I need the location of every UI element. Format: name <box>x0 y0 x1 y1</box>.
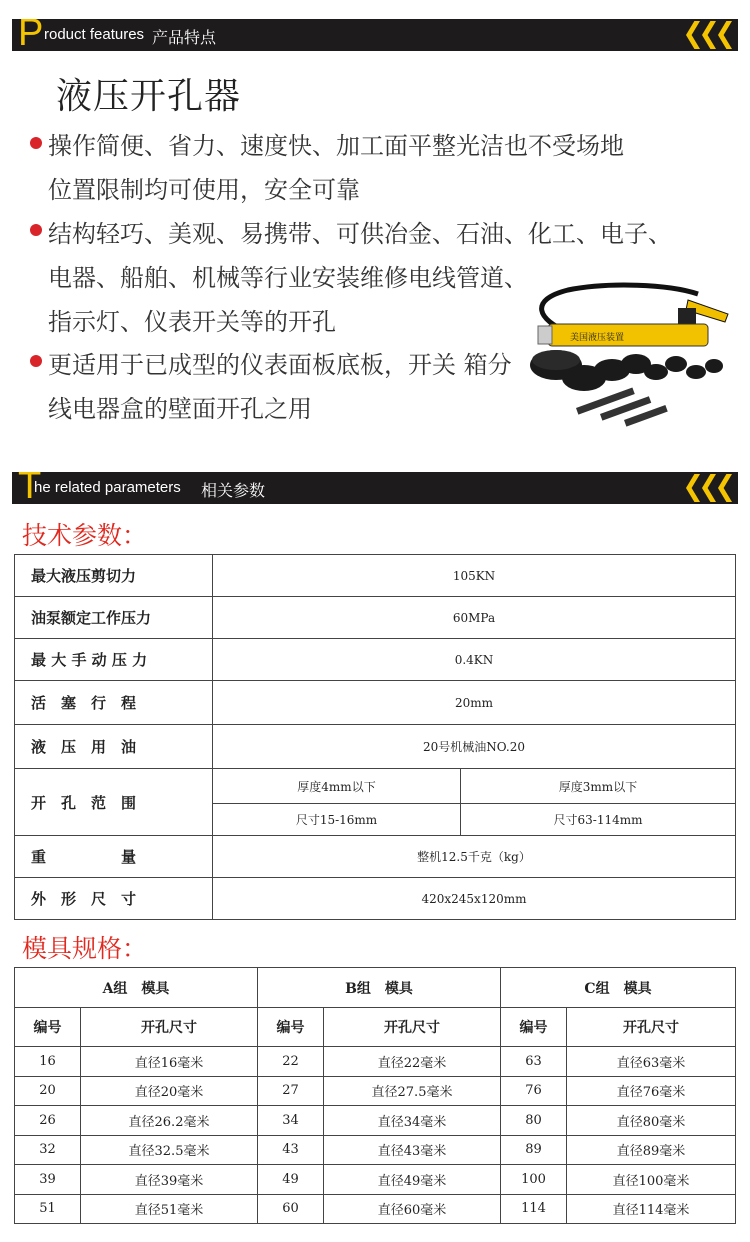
param-label: 活 塞 行 程 <box>15 681 213 725</box>
mold-size: 直径27.5毫米 <box>324 1076 501 1106</box>
mold-number: 63 <box>501 1047 567 1077</box>
param-value: 整机12.5千克（kg） <box>213 836 736 878</box>
table-row <box>15 1135 736 1165</box>
product-features-bar <box>12 19 738 51</box>
feature-line: 线电器盒的壁面开孔之用 <box>48 395 312 423</box>
param-value: 420x245x120mm <box>213 878 736 920</box>
chevron-left-icon <box>686 474 700 502</box>
table-row <box>15 1106 736 1136</box>
mold-number: 26 <box>15 1106 81 1136</box>
param-value: 尺寸15-16mm <box>213 804 461 836</box>
feature-line: 更适用于已成型的仪表面板底板，开关 箱分 <box>48 351 512 379</box>
product-title: 液压开孔器 <box>56 76 242 117</box>
mold-number: 80 <box>501 1106 567 1136</box>
mold-number: 20 <box>15 1076 81 1106</box>
mold-number: 32 <box>15 1135 81 1165</box>
group-header: C组 模具 <box>501 968 736 1008</box>
chevron-left-icon <box>702 474 716 502</box>
group-header: B组 模具 <box>258 968 501 1008</box>
mold-size: 直径63毫米 <box>567 1047 736 1077</box>
hydraulic-punch-product-image <box>528 280 733 440</box>
related-parameters-bar <box>12 472 738 504</box>
param-label: 最大液压剪切力 <box>15 555 213 597</box>
header-initial-letter: T <box>18 472 42 504</box>
table-row <box>15 597 736 639</box>
mold-rows <box>15 1047 736 1224</box>
mold-size: 直径76毫米 <box>567 1076 736 1106</box>
mold-size: 直径43毫米 <box>324 1135 501 1165</box>
table-row <box>15 1194 736 1224</box>
mold-number: 27 <box>258 1076 324 1106</box>
param-label: 液 压 用 油 <box>15 725 213 769</box>
group-header: A组 模具 <box>15 968 258 1008</box>
mold-size: 直径60毫米 <box>324 1194 501 1224</box>
table-row <box>15 681 736 725</box>
param-label: 油泵额定工作压力 <box>15 597 213 639</box>
bullet-dot <box>30 224 42 236</box>
feature-line: 电器、船舶、机械等行业安装维修电线管道、 <box>48 264 528 292</box>
feature-line: 操作简便、省力、速度快、加工面平整光洁也不受场地 <box>48 132 624 160</box>
table-row <box>15 769 736 804</box>
param-label: 重 量 <box>15 836 213 878</box>
param-value: 20号机械油NO.20 <box>213 725 736 769</box>
mold-number: 43 <box>258 1135 324 1165</box>
mold-number: 100 <box>501 1165 567 1195</box>
mold-size: 直径26.2毫米 <box>81 1106 258 1136</box>
mold-spec-table <box>14 967 736 1224</box>
chevron-left-icon <box>686 21 700 49</box>
tech-params-table <box>14 554 736 920</box>
mold-number: 39 <box>15 1165 81 1195</box>
feature-line: 结构轻巧、美观、易携带、可供冶金、石油、化工、电子、 <box>48 220 672 248</box>
header-english-text: he related parameters <box>34 479 181 496</box>
chevron-left-icon <box>718 474 732 502</box>
column-header: 开孔尺寸 <box>324 1008 501 1047</box>
param-value: 20mm <box>213 681 736 725</box>
column-header: 开孔尺寸 <box>567 1008 736 1047</box>
mold-number: 76 <box>501 1076 567 1106</box>
mold-number: 89 <box>501 1135 567 1165</box>
product-label: 美国液压装置 <box>570 333 625 343</box>
mold-number: 114 <box>501 1194 567 1224</box>
table-row <box>15 1165 736 1195</box>
param-value: 60MPa <box>213 597 736 639</box>
table-row <box>15 1008 736 1047</box>
bullet-dot <box>30 137 42 149</box>
mold-size: 直径114毫米 <box>567 1194 736 1224</box>
table-row <box>15 555 736 597</box>
param-label: 最 大 手 动 压 力 <box>15 639 213 681</box>
header-chinese-text: 相关参数 <box>201 481 266 500</box>
table-row <box>15 1047 736 1077</box>
mold-size: 直径20毫米 <box>81 1076 258 1106</box>
mold-size: 直径49毫米 <box>324 1165 501 1195</box>
mold-size: 直径89毫米 <box>567 1135 736 1165</box>
mold-size: 直径80毫米 <box>567 1106 736 1136</box>
param-label: 外 形 尺 寸 <box>15 878 213 920</box>
mold-number: 49 <box>258 1165 324 1195</box>
chevron-left-icon <box>718 21 732 49</box>
feature-line: 指示灯、仪表开关等的开孔 <box>48 308 336 336</box>
header-chinese-text: 产品特点 <box>152 28 217 47</box>
param-value: 105KN <box>213 555 736 597</box>
table-row <box>15 836 736 878</box>
mold-size: 直径34毫米 <box>324 1106 501 1136</box>
mold-number: 51 <box>15 1194 81 1224</box>
mold-number: 34 <box>258 1106 324 1136</box>
mold-size: 直径32.5毫米 <box>81 1135 258 1165</box>
table-row <box>15 639 736 681</box>
header-initial-letter: P <box>18 19 44 51</box>
table-row <box>15 968 736 1008</box>
column-header: 编号 <box>501 1008 567 1047</box>
mold-size: 直径51毫米 <box>81 1194 258 1224</box>
param-label: 开 孔 范 围 <box>15 769 213 836</box>
table-row <box>15 725 736 769</box>
feature-line: 位置限制均可使用，安全可靠 <box>48 176 360 204</box>
mold-size: 直径39毫米 <box>81 1165 258 1195</box>
param-value: 厚度3mm以下 <box>461 769 736 804</box>
table-row <box>15 1076 736 1106</box>
mold-number: 16 <box>15 1047 81 1077</box>
column-header: 开孔尺寸 <box>81 1008 258 1047</box>
tech-params-heading: 技术参数： <box>22 521 148 550</box>
param-value: 0.4KN <box>213 639 736 681</box>
chevron-left-icon <box>702 21 716 49</box>
mold-spec-heading: 模具规格： <box>22 934 148 963</box>
mold-number: 60 <box>258 1194 324 1224</box>
mold-size: 直径100毫米 <box>567 1165 736 1195</box>
param-value: 尺寸63-114mm <box>461 804 736 836</box>
mold-number: 22 <box>258 1047 324 1077</box>
header-english-text: roduct features <box>44 26 145 43</box>
column-header: 编号 <box>15 1008 81 1047</box>
bullet-dot <box>30 355 42 367</box>
mold-size: 直径16毫米 <box>81 1047 258 1077</box>
table-row <box>15 878 736 920</box>
param-value: 厚度4mm以下 <box>213 769 461 804</box>
mold-size: 直径22毫米 <box>324 1047 501 1077</box>
column-header: 编号 <box>258 1008 324 1047</box>
